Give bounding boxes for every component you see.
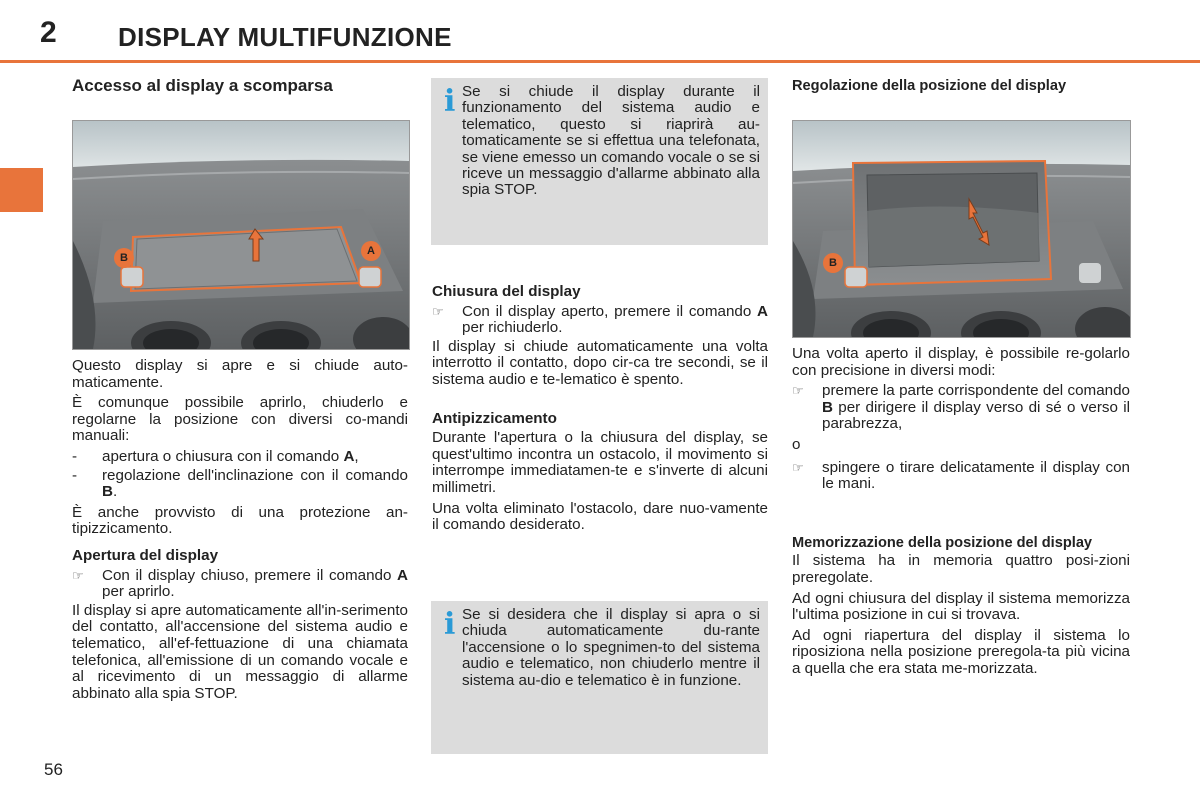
list-text: regolazione dell'inclinazione con il comando <box>102 466 408 484</box>
adjust-option-1 <box>792 383 1130 433</box>
list-item <box>72 468 408 501</box>
adjust-option-2 <box>792 460 1130 493</box>
control-label: A <box>343 447 355 465</box>
memory-heading: Memorizzazione della posizione del display <box>792 534 1093 551</box>
closing-heading: Chiusura del display <box>432 283 581 300</box>
step-text: Con il display aperto, premere il comando <box>462 302 758 320</box>
list-item <box>72 449 408 466</box>
step-text: Con il display chiuso, premere il comando <box>102 566 398 584</box>
memory-paragraph-2: Ad ogni chiusura del display il sistema memorizza l'ultima posizione in cui si trovava. <box>792 589 1130 624</box>
info-icon: i <box>444 84 456 119</box>
closing-step <box>432 304 768 337</box>
option-tail: per dirigere il display verso di sé o verso il parabrezza, <box>822 398 1130 433</box>
list-marker: - <box>72 466 78 484</box>
or-separator: o <box>792 435 801 453</box>
list-tail: , <box>354 447 359 465</box>
step-tail: per aprirlo. <box>102 583 175 601</box>
memory-paragraph-1: Il sistema ha in memoria quattro posi-zioni preregolate. <box>792 552 1130 586</box>
section-heading: Accesso al display a scomparsa <box>72 76 333 95</box>
anti-pinch-note: È anche provvisto di una protezione an-tipizzicamento. <box>72 503 408 538</box>
chapter-number: 2 <box>40 16 57 49</box>
antipinch-paragraph-2: Una volta eliminato l'ostacolo, dare nuo-vamente il comando desiderato. <box>432 499 768 534</box>
antipinch-heading: Antipizzicamento <box>432 409 557 427</box>
memory-paragraph-3: Ad ogni riapertura del display il sistema lo riposiziona nella posizione preregola-ta più vicina a quella che era stata me-morizzata. <box>792 626 1130 677</box>
step-tail: per richiuderlo. <box>462 319 563 337</box>
list-text: apertura o chiusura con il comando <box>102 447 344 465</box>
figure-display-open <box>792 120 1131 338</box>
header-rule <box>0 60 1200 63</box>
left-column-body <box>72 358 408 706</box>
chapter-side-tab <box>0 168 43 212</box>
callout-a: A <box>361 241 381 261</box>
list-marker: - <box>72 447 78 465</box>
pointing-hand-icon: ☞ <box>792 383 804 399</box>
info-box-bottom <box>431 601 768 754</box>
list-tail: . <box>112 483 118 501</box>
option-text: spingere o tirare delicatamente il display con le mani. <box>822 458 1130 493</box>
right-column-body <box>792 346 1130 682</box>
opening-heading: Apertura del display <box>72 546 219 564</box>
pointing-hand-icon: ☞ <box>792 459 804 475</box>
manual-paragraph: È comunque possibile aprirlo, chiuderlo e regolarne la posizione con diversi co-mandi manuali: <box>72 394 408 445</box>
control-label: A <box>397 566 408 584</box>
pointing-hand-icon: ☞ <box>72 567 84 583</box>
control-label: A <box>757 302 768 320</box>
info-text: Se si chiude il display durante il funzionamento del sistema audio e telematico, questo si riaprirà au-tomaticamente se si effettua una telefonata, se viene emesso un comando vocale o se si riceve un messaggio d'allarme abbinato alla spia STOP. <box>462 83 761 199</box>
pointing-hand-icon: ☞ <box>432 303 444 319</box>
right-column <box>792 78 1130 95</box>
control-label: B <box>822 398 833 416</box>
figure-display-closed <box>72 120 410 350</box>
opening-step <box>72 568 408 601</box>
page-number: 56 <box>44 760 63 779</box>
closing-paragraph: Il display si chiude automaticamente una volta interrotto il contatto, dopo cir-ca tre secondi, se il sistema audio e te-lematico è spento. <box>432 337 768 388</box>
opening-paragraph: Il display si apre automaticamente all'in-serimento del contatto, all'accensione del sistema audio e telematico, all'ef-fettuazione di una chiamata telefonica, all'emissione di un comando vocale e al ricevimento di un messaggio di allarme abbinato alla spia STOP. <box>72 601 408 702</box>
adjust-intro: Una volta aperto il display, è possibile re-golarlo con precisione in diversi modi: <box>792 345 1130 379</box>
middle-column-body <box>432 284 768 538</box>
antipinch-paragraph: Durante l'apertura o la chiusura del display, se quest'ultimo incontra un ostacolo, il movimento si interrompe immediatamen-te e s'inverte di alcuni millimetri. <box>432 429 768 496</box>
info-box-top <box>431 78 768 245</box>
left-column <box>72 78 408 95</box>
option-text: premere la parte corrispondente del comando <box>822 382 1130 400</box>
callout-b: B <box>823 253 843 273</box>
info-text: Se si desidera che il display si apra o si chiuda automaticamente du-rante l'accensione o lo spegnimen-to del sistema audio e telematico, non chiuderlo mentre il sistema au-dio e telematico è in funzione. <box>462 606 760 689</box>
control-label: B <box>102 483 113 501</box>
adjust-heading: Regolazione della posizione del display <box>792 78 1067 94</box>
info-icon: i <box>444 607 456 642</box>
page-title: DISPLAY MULTIFUNZIONE <box>118 22 452 52</box>
callout-b: B <box>114 248 134 268</box>
intro-paragraph: Questo display si apre e si chiude auto-maticamente. <box>72 357 408 391</box>
